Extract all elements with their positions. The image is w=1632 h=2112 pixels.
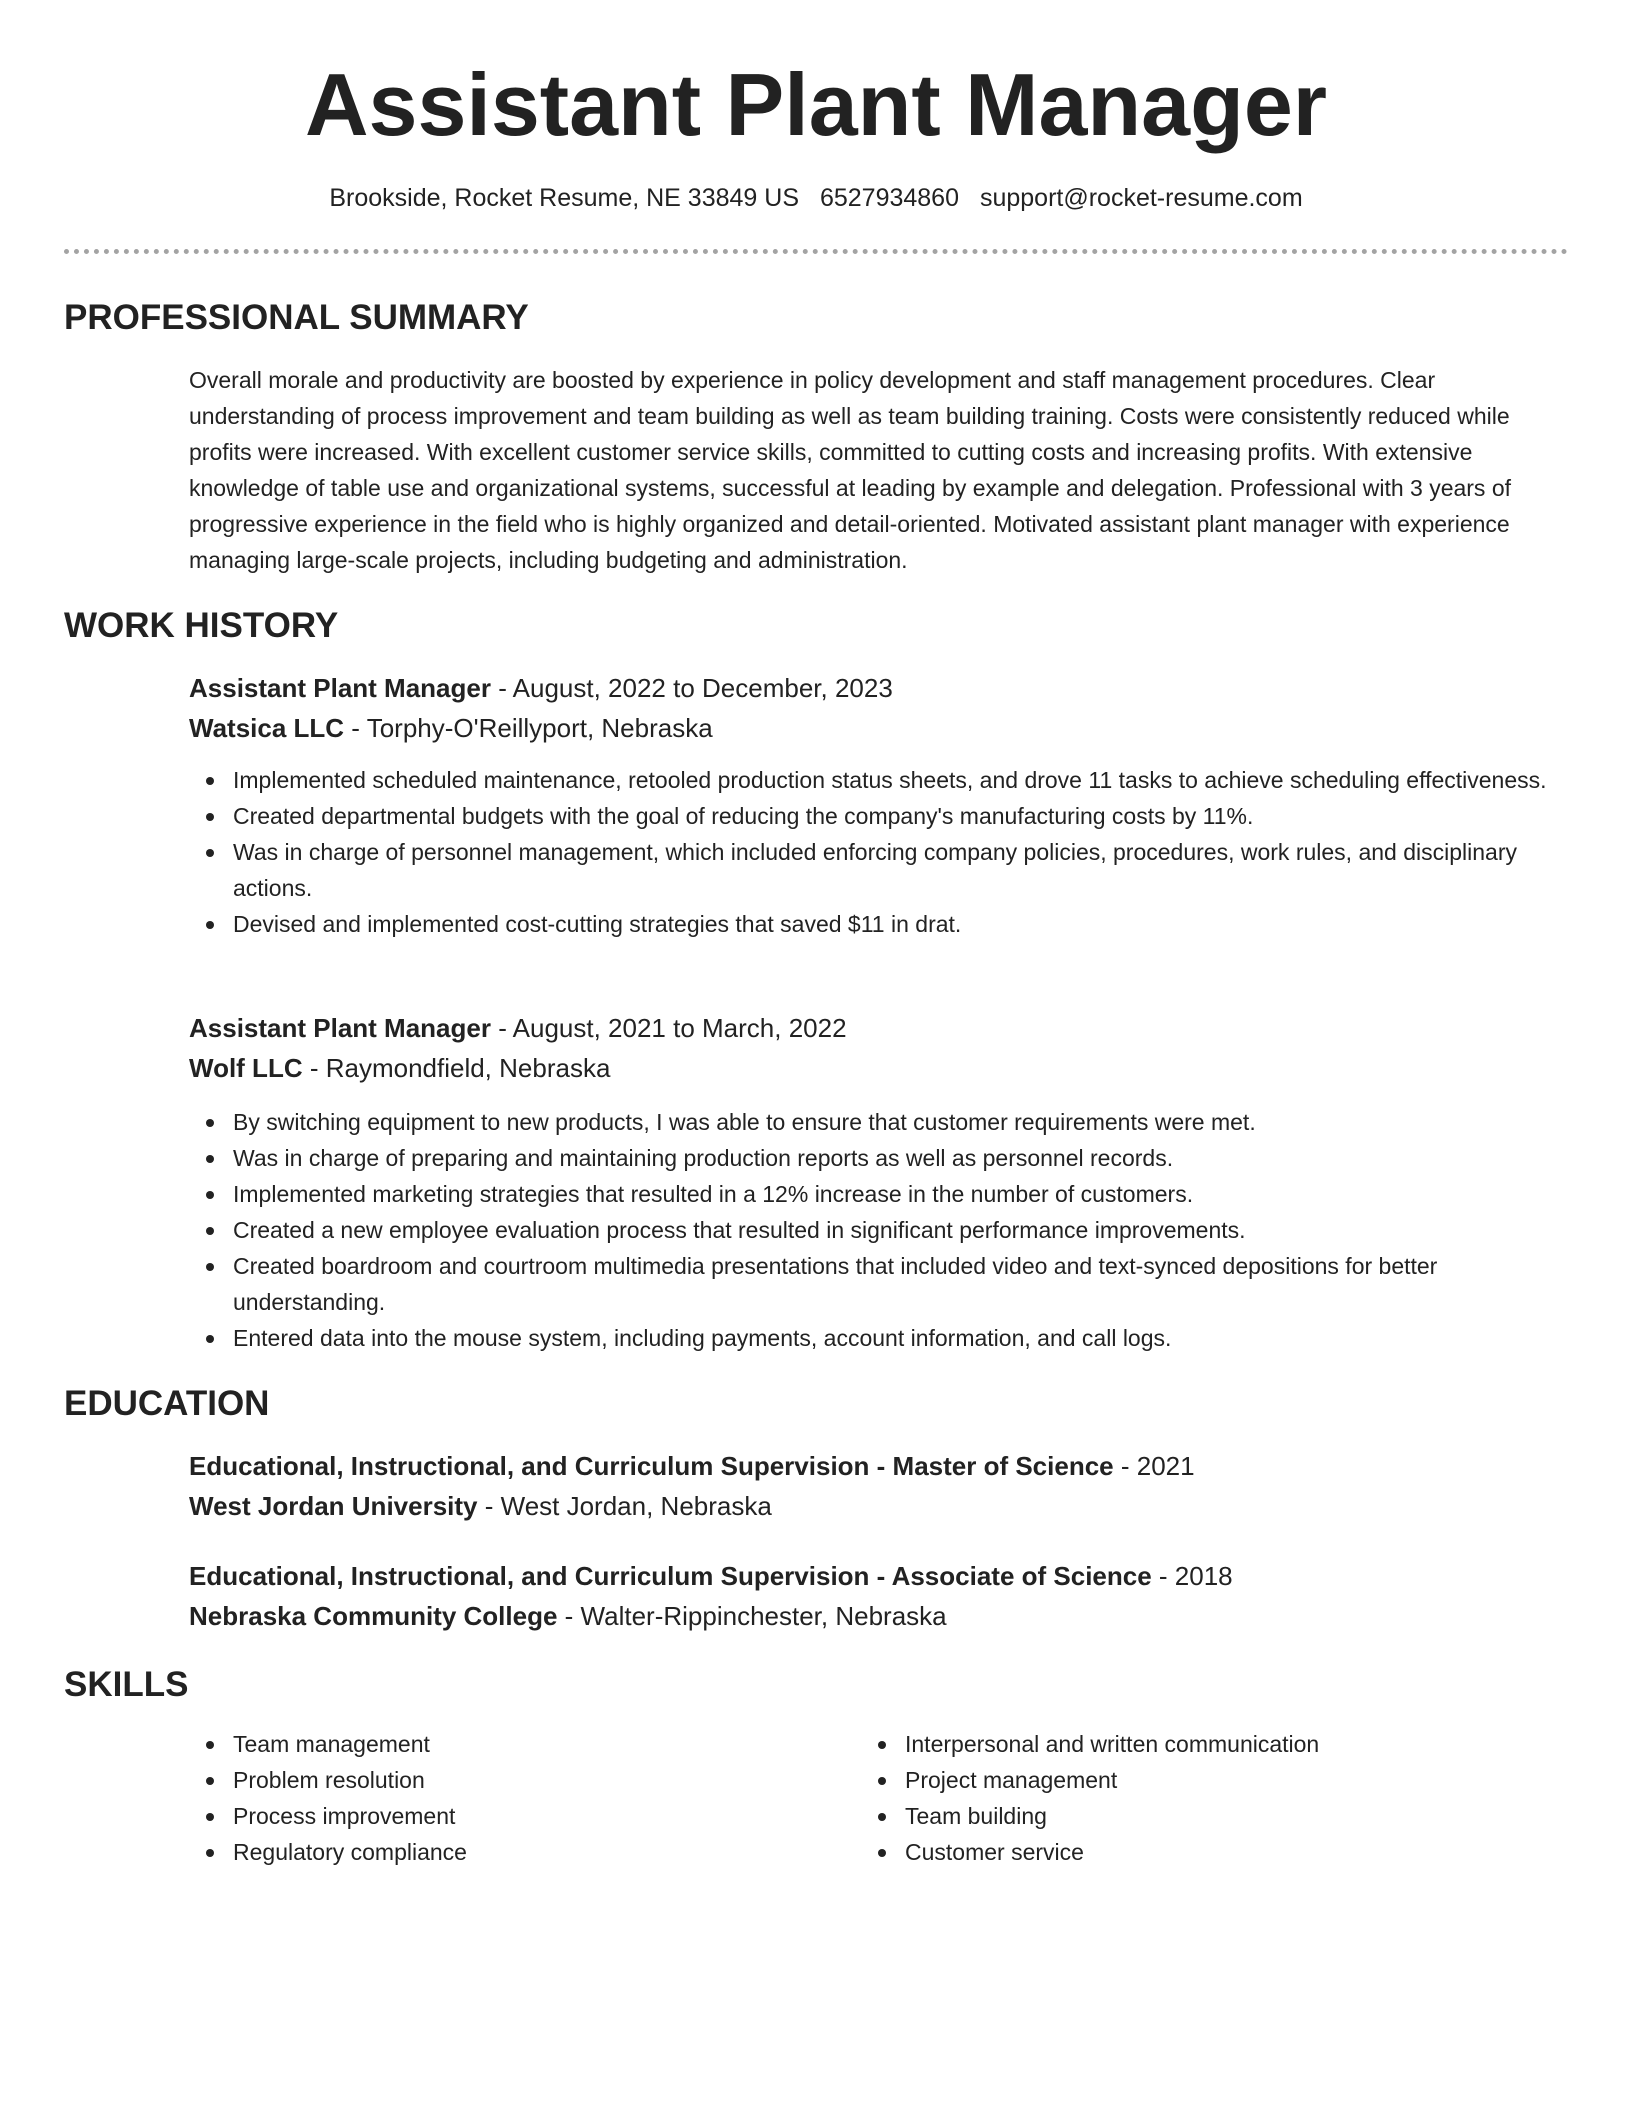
skill-item: Project management xyxy=(861,1762,1501,1798)
skill-item: Customer service xyxy=(861,1834,1501,1870)
job-title-line xyxy=(189,1008,1569,1048)
education-entry xyxy=(189,1446,1569,1526)
header-divider xyxy=(64,249,1568,254)
job-title: Assistant Plant Manager xyxy=(189,673,491,703)
contact-phone: 6527934860 xyxy=(819,184,959,212)
skill-item: Interpersonal and written communication xyxy=(861,1726,1501,1762)
summary-text: Overall morale and productivity are boosted by experience in policy development and staff management procedures. Clear understanding of process improvement and team building as well as team building training. Costs were consistently reduced while profits were increased. With excellent customer service skills, committed to cutting costs and increasing profits. With extensive knowledge of table use and organizational systems, successful at leading by example and delegation. Professional with 3 years of progressive experience in the field who is highly organized and detail-oriented. Motivated assistant plant manager with experience managing large-scale projects, including budgeting and administration. xyxy=(189,367,1512,573)
job-bullet: By switching equipment to new products, I was able to ensure that customer requirements were met. xyxy=(189,1104,1564,1140)
skill-item: Regulatory compliance xyxy=(189,1834,829,1870)
education-heading: EDUCATION xyxy=(64,1384,270,1423)
job-entry xyxy=(189,668,1569,748)
school: Nebraska Community College xyxy=(189,1601,558,1631)
school-location: - West Jordan, Nebraska xyxy=(477,1491,772,1521)
job-title: Assistant Plant Manager xyxy=(189,1013,491,1043)
job-bullets xyxy=(189,1104,1564,1356)
contact-line xyxy=(0,180,1632,216)
job-bullets xyxy=(189,762,1564,942)
job-bullet: Created boardroom and courtroom multimedia presentations that included video and text-synced depositions for better understanding. xyxy=(189,1248,1564,1320)
job-bullet: Created departmental budgets with the goal of reducing the company's manufacturing costs by 11%. xyxy=(189,798,1564,834)
job-company-line xyxy=(189,708,1569,748)
skill-item: Team building xyxy=(861,1798,1501,1834)
degree-line xyxy=(189,1556,1569,1596)
contact-address: Brookside, Rocket Resume, NE 33849 US xyxy=(329,184,799,212)
job-bullet: Created a new employee evaluation process that resulted in significant performance improvements. xyxy=(189,1212,1564,1248)
degree-year: - 2021 xyxy=(1113,1451,1195,1481)
skills-heading: SKILLS xyxy=(64,1665,189,1704)
skills-list-left xyxy=(189,1726,829,1870)
job-company: Wolf LLC xyxy=(189,1053,303,1083)
education-entry xyxy=(189,1556,1569,1636)
degree-year: - 2018 xyxy=(1151,1561,1233,1591)
job-dates: - August, 2022 to December, 2023 xyxy=(490,673,893,703)
job-bullet: Implemented marketing strategies that resulted in a 12% increase in the number of customers. xyxy=(189,1176,1564,1212)
job-bullet: Was in charge of preparing and maintaining production reports as well as personnel records. xyxy=(189,1140,1564,1176)
job-company: Watsica LLC xyxy=(189,713,345,743)
job-bullet: Implemented scheduled maintenance, retooled production status sheets, and drove 11 tasks to achieve scheduling effectiveness. xyxy=(189,762,1564,798)
job-bullet: Devised and implemented cost-cutting strategies that saved $11 in drat. xyxy=(189,906,1564,942)
skill-item: Process improvement xyxy=(189,1798,829,1834)
school-line xyxy=(189,1486,1569,1526)
skill-item: Team management xyxy=(189,1726,829,1762)
school: West Jordan University xyxy=(189,1491,478,1521)
contact-email: support@rocket-resume.com xyxy=(979,184,1303,212)
school-line xyxy=(189,1596,1569,1636)
job-location: - Torphy-O'Reillyport, Nebraska xyxy=(344,713,713,743)
job-bullet: Was in charge of personnel management, which included enforcing company policies, procedures, work rules, and disciplinary actions. xyxy=(189,834,1564,906)
job-title-line xyxy=(189,668,1569,708)
job-dates: - August, 2021 to March, 2022 xyxy=(490,1013,847,1043)
skills-list-right xyxy=(861,1726,1501,1870)
degree: Educational, Instructional, and Curriculum Supervision - Master of Science xyxy=(189,1451,1114,1481)
summary-heading: PROFESSIONAL SUMMARY xyxy=(64,298,529,337)
degree-line xyxy=(189,1446,1569,1486)
skill-item: Problem resolution xyxy=(189,1762,829,1798)
work-history-heading: WORK HISTORY xyxy=(64,606,339,645)
school-location: - Walter-Rippinchester, Nebraska xyxy=(557,1601,947,1631)
resume-name: Assistant Plant Manager xyxy=(304,55,1328,154)
job-entry xyxy=(189,1008,1569,1088)
job-location: - Raymondfield, Nebraska xyxy=(302,1053,611,1083)
job-company-line xyxy=(189,1048,1569,1088)
job-bullet: Entered data into the mouse system, including payments, account information, and call logs. xyxy=(189,1320,1564,1356)
degree: Educational, Instructional, and Curriculum Supervision - Associate of Science xyxy=(189,1561,1152,1591)
